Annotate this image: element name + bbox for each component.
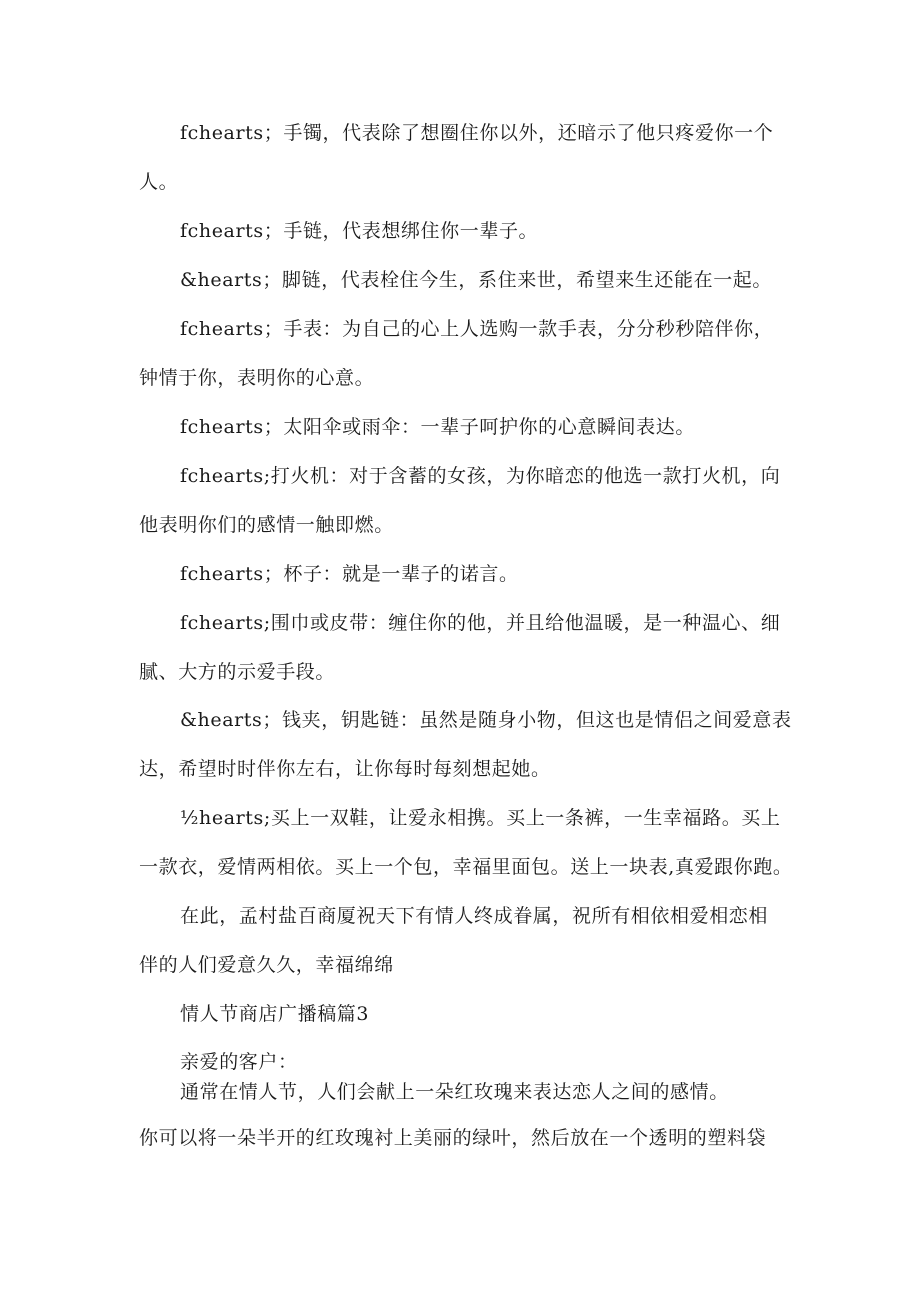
paragraph-wishes: 在此，孟村盐百商厦祝天下有情人终成眷属，祝所有相依相爱相恋相 xyxy=(180,905,769,927)
paragraph-lighter-cont: 他表明你们的感情一触即燃。 xyxy=(139,514,394,536)
paragraph-cup: fchearts；杯子：就是一辈子的诺言。 xyxy=(180,563,519,585)
paragraph-wallet: &hearts；钱夹，钥匙链：虽然是随身小物，但这也是情侣之间爱意表 xyxy=(180,709,792,731)
paragraph-scarf-cont: 腻、大方的示爱手段。 xyxy=(139,661,336,683)
paragraph-anklet: &hearts；脚链，代表栓住今生，系住来世，希望来生还能在一起。 xyxy=(180,269,772,291)
greeting: 亲爱的客户： xyxy=(180,1051,298,1073)
section-heading: 情人节商店广播稿篇3 xyxy=(180,1003,370,1025)
paragraph-bracelet: fchearts；手镯，代表除了想圈住你以外，还暗示了他只疼爱你一个 xyxy=(180,122,774,144)
paragraph-rose: 通常在情人节，人们会献上一朵红玫瑰来表达恋人之间的感情。 xyxy=(180,1081,729,1103)
paragraph-wishes-cont: 伴的人们爱意久久，幸福绵绵 xyxy=(139,954,394,976)
paragraph-watch: fchearts；手表：为自己的心上人选购一款手表，分分秒秒陪伴你， xyxy=(180,318,774,340)
paragraph-umbrella: fchearts；太阳伞或雨伞：一辈子呵护你的心意瞬间表达。 xyxy=(180,416,695,438)
paragraph-wallet-cont: 达，希望时时伴你左右，让你每时每刻想起她。 xyxy=(139,758,551,780)
paragraph-rose-cont: 你可以将一朵半开的红玫瑰衬上美丽的绿叶，然后放在一个透明的塑料袋 xyxy=(139,1127,767,1149)
paragraph-scarf: fchearts;围巾或皮带：缠住你的他，并且给他温暖，是一种温心、细 xyxy=(180,612,781,634)
paragraph-bracelet-cont: 人。 xyxy=(139,171,179,193)
paragraph-chain: fchearts；手链，代表想绑住你一辈子。 xyxy=(180,220,539,242)
paragraph-watch-cont: 钟情于你，表明你的心意。 xyxy=(139,367,375,389)
paragraph-shoes: ½hearts;买上一双鞋，让爱永相携。买上一条裤，一生幸福路。买上 xyxy=(180,807,781,829)
paragraph-shoes-cont: 一款衣，爱情两相依。买上一个包，幸福里面包。送上一块表,真爱跟你跑。 xyxy=(139,856,793,878)
paragraph-lighter: fchearts;打火机：对于含蓄的女孩，为你暗恋的他选一款打火机，向 xyxy=(180,465,781,487)
